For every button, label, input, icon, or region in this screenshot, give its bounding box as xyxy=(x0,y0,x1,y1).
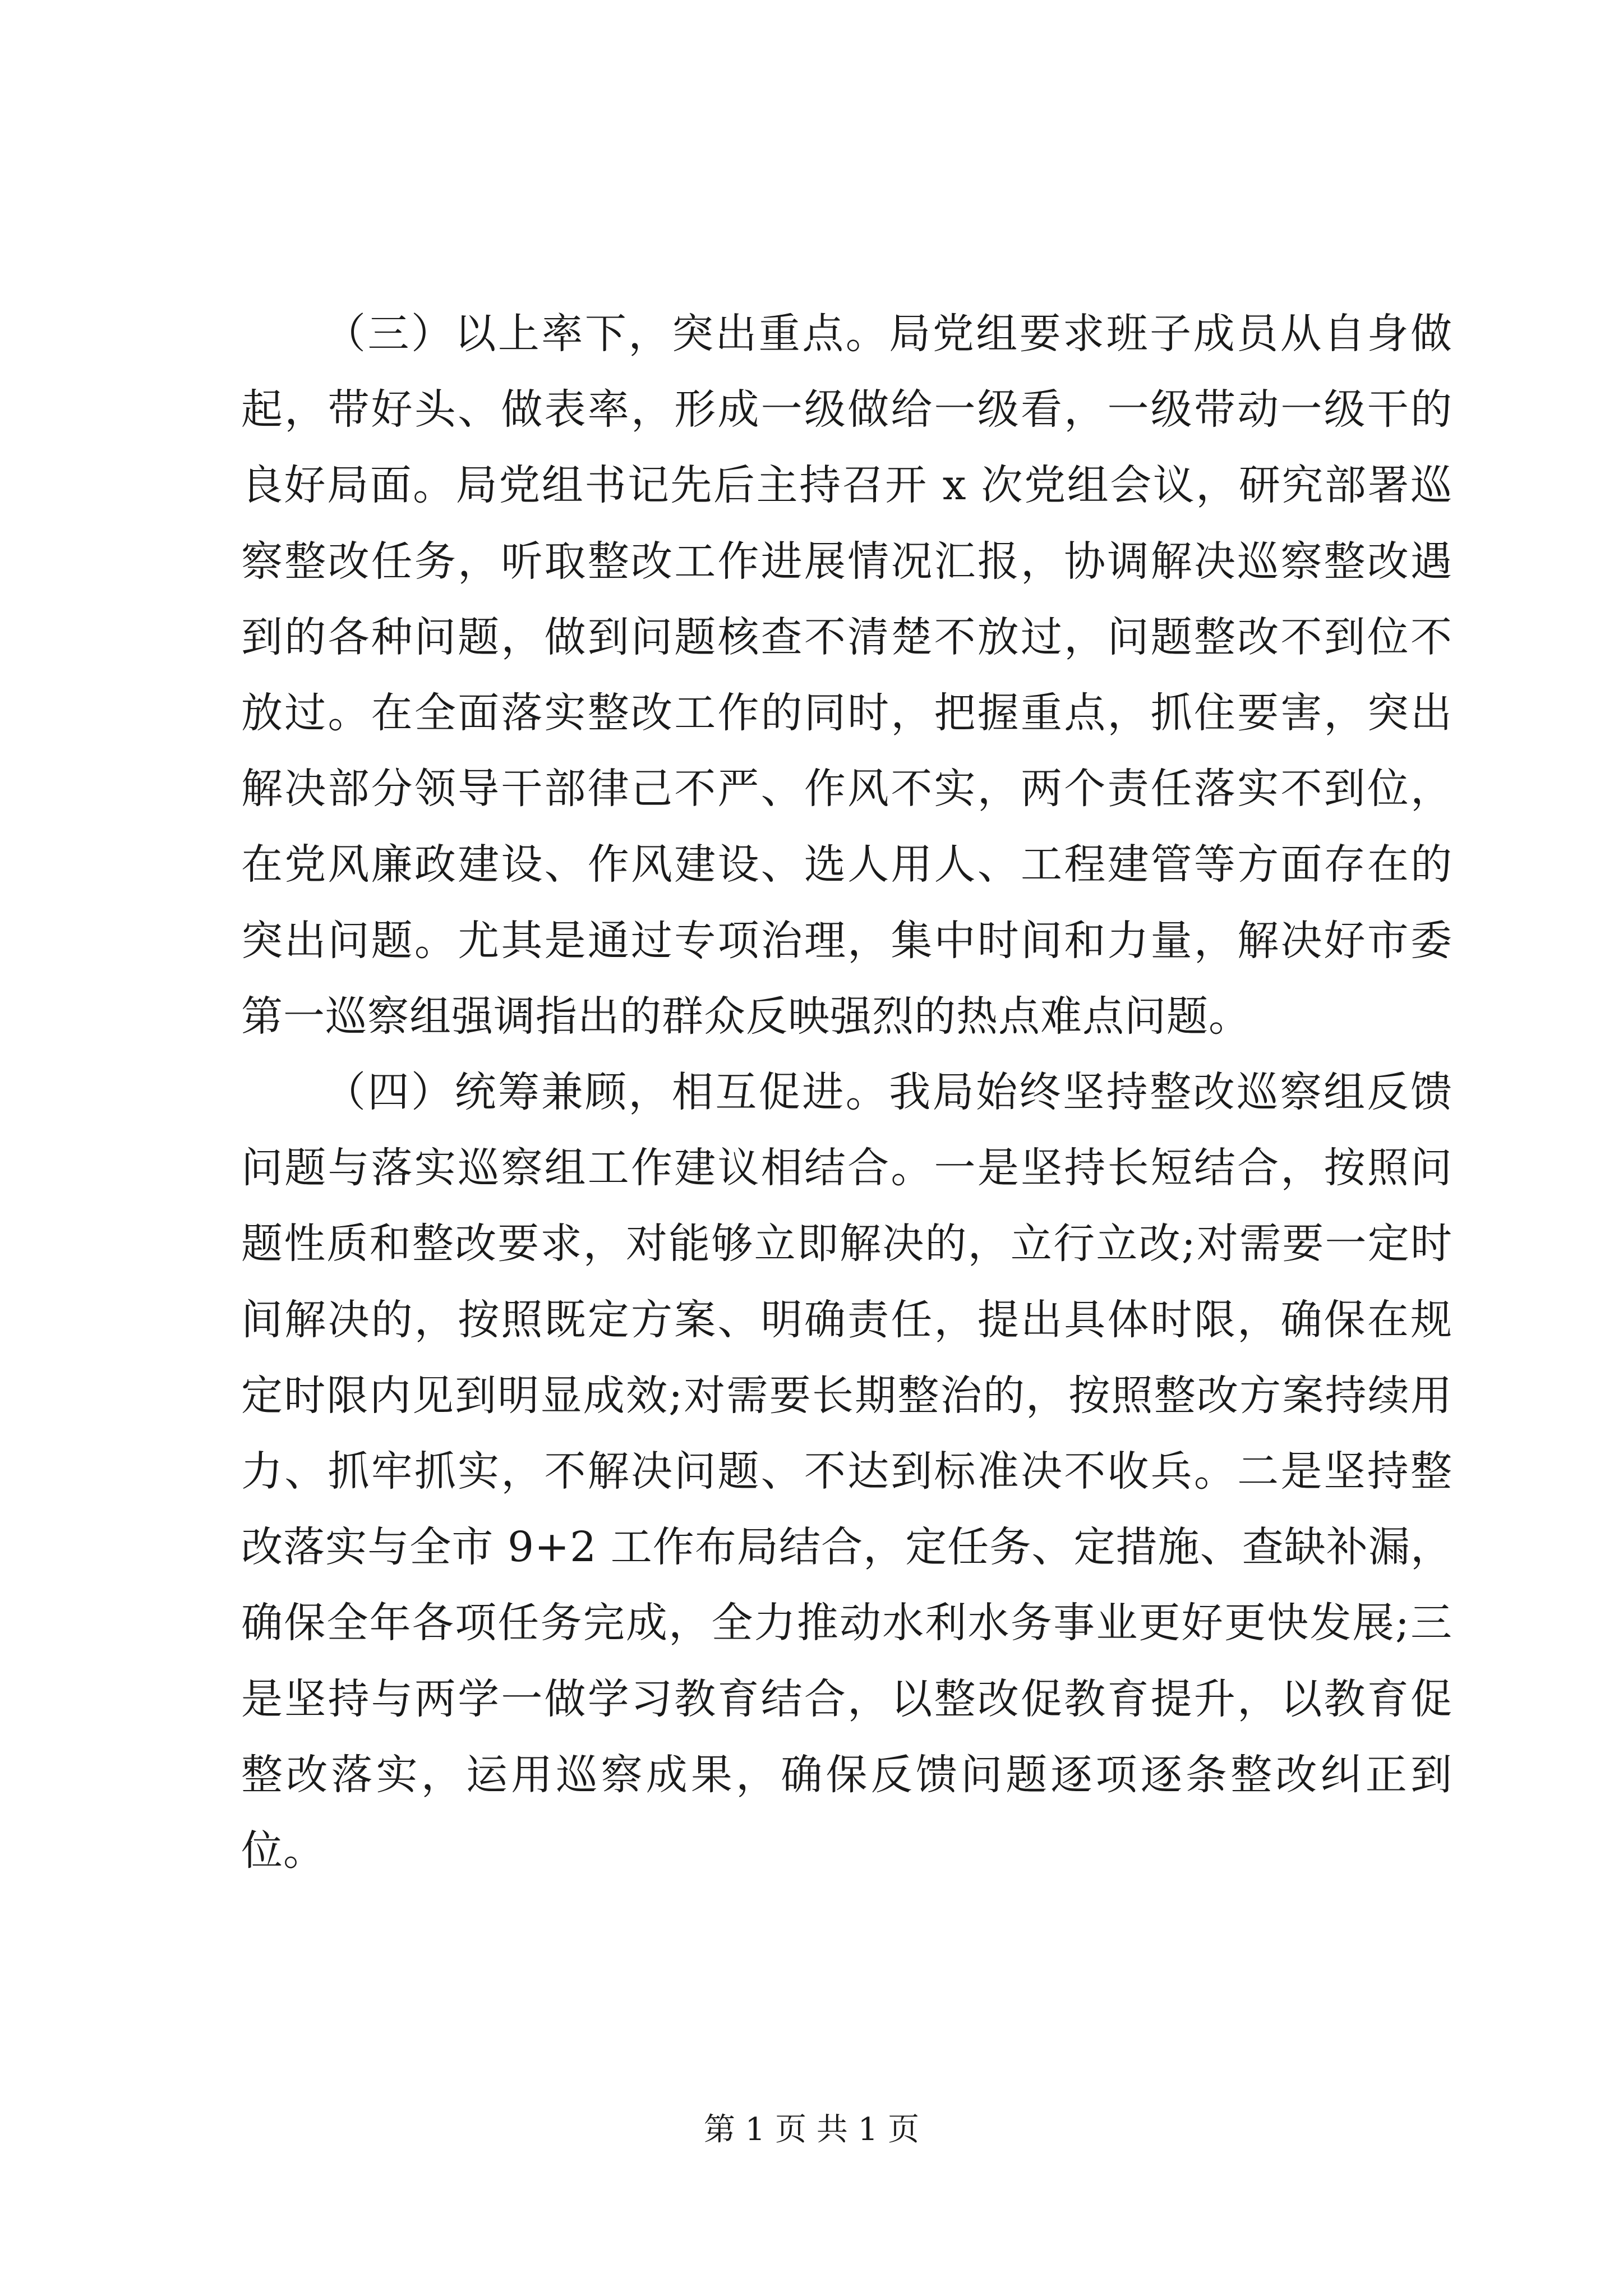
paragraph-4: （四）统筹兼顾，相互促进。我局始终坚持整改巡察组反馈问题与落实巡察组工作建议相结合。一是坚持长短结合，按照问题性质和整改要求，对能够立即解决的，立行立改;对需要一定时间解决的，按照既定方案、明确责任，提出具体时限，确保在规定时限内见到明显成效;对需要长期整治的，按照整改方案持续用力、抓牢抓实，不解决问题、不达到标准决不收兵。二是坚持整改落实与全市 9+2 工作布局结合，定任务、定措施、查缺补漏，确保全年各项任务完成，全力推动水利水务事业更好更快发展;三是坚持与两学一做学习教育结合，以整改促教育提升，以教育促整改落实，运用巡察成果，确保反馈问题逐项逐条整改纠正到位。 xyxy=(241,1068,1453,1875)
page-footer: 第 1 页 共 1 页 xyxy=(703,2111,920,2148)
paragraph-3: （三）以上率下，突出重点。局党组要求班子成员从自身做起，带好头、做表率，形成一级做给一级看，一级带动一级干的良好局面。局党组书记先后主持召开 x 次党组会议，研究部署巡察整改任务，听取整改工作进展情况汇报，协调解决巡察整改遇到的各种问题，做到问题核查不清楚不放过，问题整改不到位不放过。在全面落实整改工作的同时，把握重点，抓住要害，突出解决部分领导干部律己不严、作风不实，两个责任落实不到位，在党风廉政建设、作风建设、选人用人、工程建管等方面存在的突出问题。尤其是通过专项治理，集中时间和力量，解决好市委第一巡察组强调指出的群众反映强烈的热点难点问题。 xyxy=(241,310,1453,1041)
document-body xyxy=(241,296,1453,1889)
